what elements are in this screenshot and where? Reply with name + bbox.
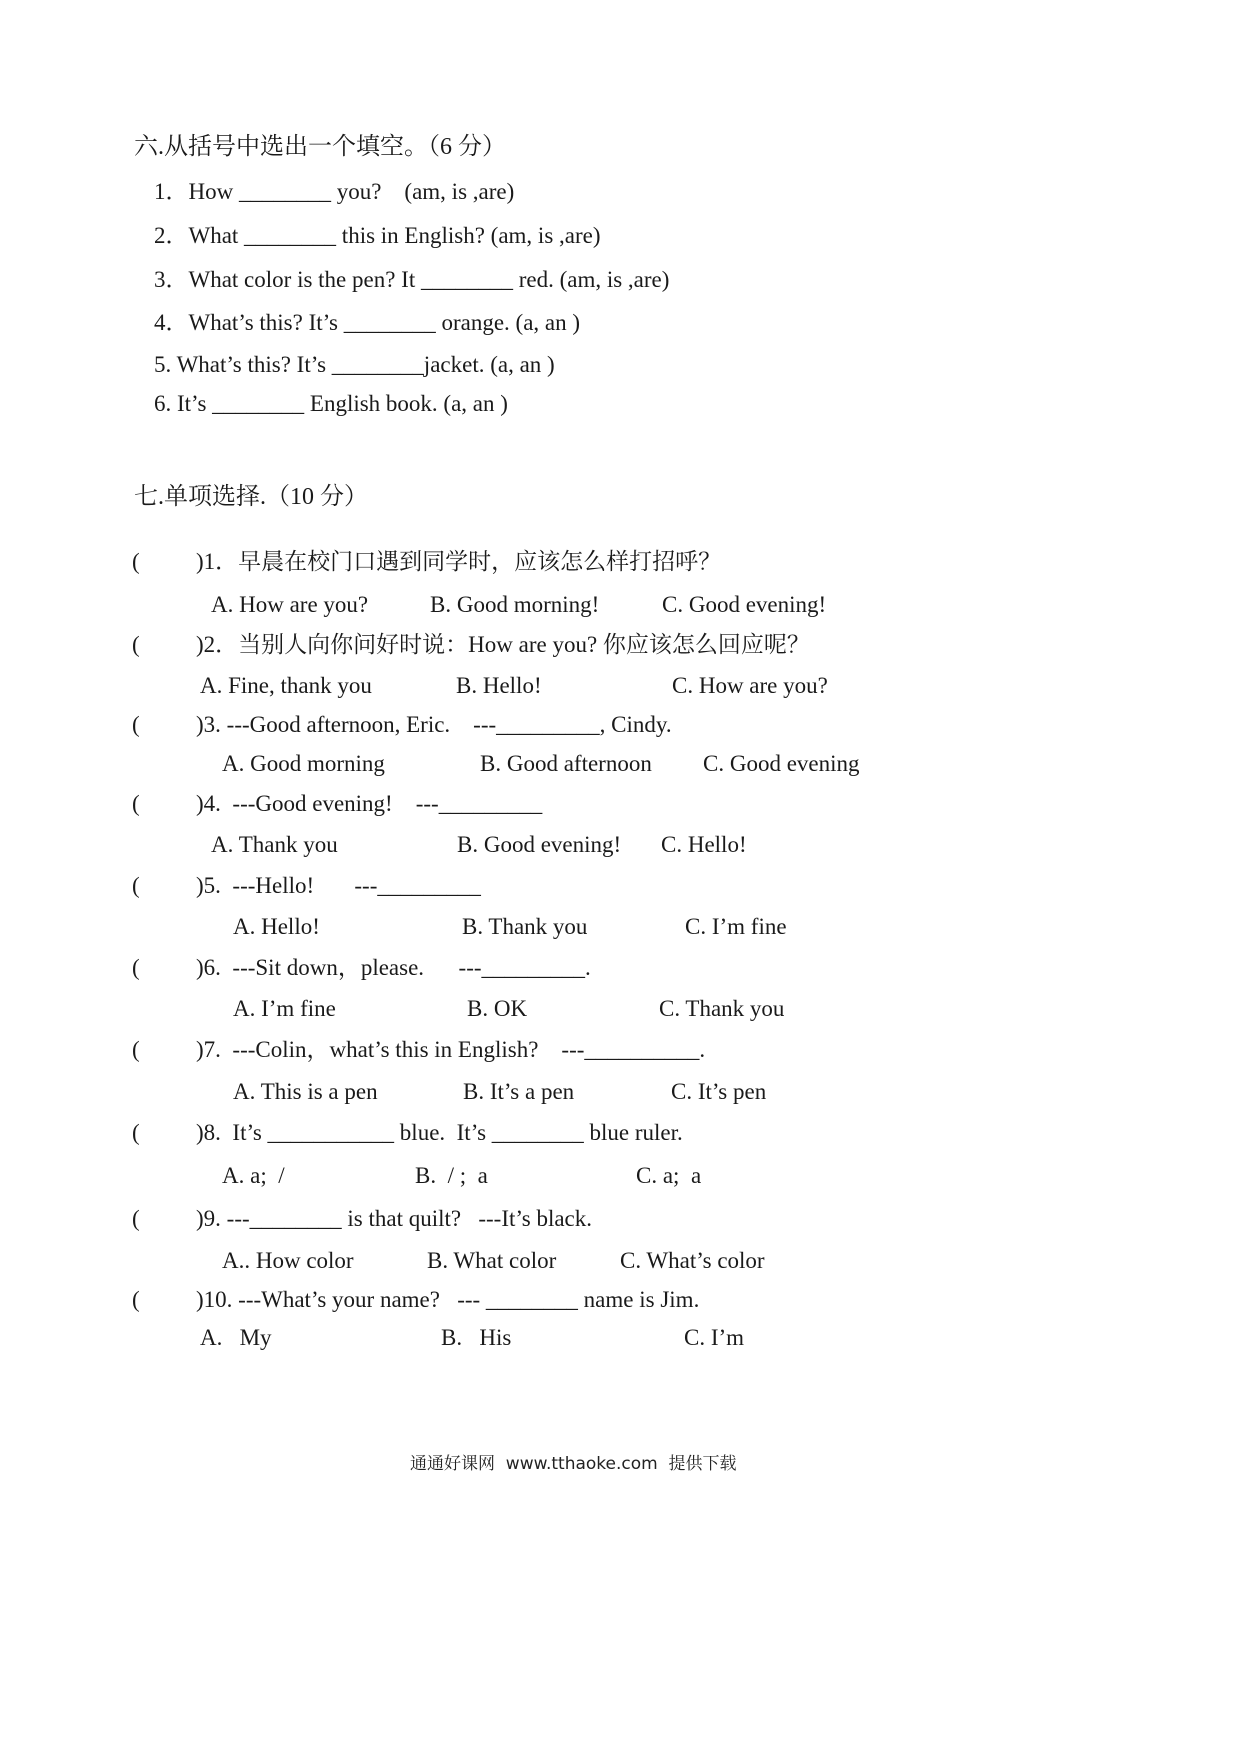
question-stem: )2．当别人向你问好时说：How are you? 你应该怎么回应呢？ xyxy=(196,632,810,657)
option-a: A. a; / xyxy=(222,1163,285,1188)
question-stem: )9. ---________ is that quilt? ---It’s black. xyxy=(196,1206,593,1231)
option-a: A. Hello! xyxy=(233,914,320,939)
option-c: C. I’m fine xyxy=(685,914,787,939)
section-6-item-1: 1．How ________ you? (am, is ,are) xyxy=(154,179,515,204)
option-c: C. Thank you xyxy=(659,996,785,1021)
section-6-item-5: 5. What’s this? It’s ________jacket. (a, an ) xyxy=(154,352,555,377)
option-a: A. This is a pen xyxy=(233,1079,378,1104)
question-stem: )5. ---Hello! ---_________ xyxy=(196,873,481,898)
answer-paren: ( xyxy=(132,873,140,898)
answer-paren: ( xyxy=(132,955,140,980)
option-c: C. Good evening xyxy=(703,751,860,776)
option-c: C. Good evening! xyxy=(662,592,827,617)
option-b: B. / ; a xyxy=(415,1163,488,1188)
option-b: B. His xyxy=(441,1325,512,1350)
option-b: B. Hello! xyxy=(456,673,542,698)
answer-paren: ( xyxy=(132,712,140,737)
option-c: C. What’s color xyxy=(620,1248,765,1273)
section-6-item-2: 2．What ________ this in English? (am, is ,are) xyxy=(154,223,601,248)
question-stem: )1．早晨在校门口遇到同学时，应该怎么样打招呼？ xyxy=(196,549,722,574)
answer-paren: ( xyxy=(132,1206,140,1231)
option-c: C. I’m xyxy=(684,1325,745,1350)
answer-paren: ( xyxy=(132,791,140,816)
option-a: A. Good morning xyxy=(222,751,385,776)
option-b: B. Good afternoon xyxy=(480,751,652,776)
question-stem: )4. ---Good evening! ---_________ xyxy=(196,791,543,816)
option-b: B. What color xyxy=(427,1248,557,1273)
question-stem: )3. ---Good afternoon, Eric. ---_________, Cindy. xyxy=(196,712,672,737)
option-a: A. How are you? xyxy=(211,592,369,617)
section-7-title: 七.单项选择.（10 分） xyxy=(134,484,368,510)
option-b: B. Thank you xyxy=(462,914,588,939)
option-a: A. My xyxy=(200,1325,272,1350)
option-a: A. I’m fine xyxy=(233,996,336,1021)
option-a: A.. How color xyxy=(222,1248,354,1273)
answer-paren: ( xyxy=(132,632,140,657)
option-c: C. a; a xyxy=(636,1163,702,1188)
option-a: A. Thank you xyxy=(211,832,338,857)
option-b: B. OK xyxy=(467,996,528,1021)
question-stem: )6. ---Sit down，please. ---_________. xyxy=(196,955,591,980)
option-b: B. Good morning! xyxy=(430,592,600,617)
option-b: B. It’s a pen xyxy=(463,1079,575,1104)
footer-text: 通通好课网 www.tthaoke.com 提供下载 xyxy=(410,1454,737,1474)
answer-paren: ( xyxy=(132,549,140,574)
option-c: C. It’s pen xyxy=(671,1079,767,1104)
answer-paren: ( xyxy=(132,1037,140,1062)
question-stem: )8. It’s ___________ blue. It’s ________ blue ruler. xyxy=(196,1120,683,1145)
question-stem: )10. ---What’s your name? --- ________ name is Jim. xyxy=(196,1287,700,1312)
option-c: C. Hello! xyxy=(661,832,747,857)
question-stem: )7. ---Colin，what’s this in English? ---__________. xyxy=(196,1037,706,1062)
section-6-item-6: 6. It’s ________ English book. (a, an ) xyxy=(154,391,508,416)
option-c: C. How are you? xyxy=(672,673,828,698)
option-a: A. Fine, thank you xyxy=(200,673,372,698)
answer-paren: ( xyxy=(132,1120,140,1145)
option-b: B. Good evening! xyxy=(457,832,622,857)
section-6-item-3: 3．What color is the pen? It ________ red. (am, is ,are) xyxy=(154,267,670,292)
answer-paren: ( xyxy=(132,1287,140,1312)
section-6-title: 六.从括号中选出一个填空。（6 分） xyxy=(134,134,506,160)
section-6-item-4: 4．What’s this? It’s ________ orange. (a, an ) xyxy=(154,310,581,335)
